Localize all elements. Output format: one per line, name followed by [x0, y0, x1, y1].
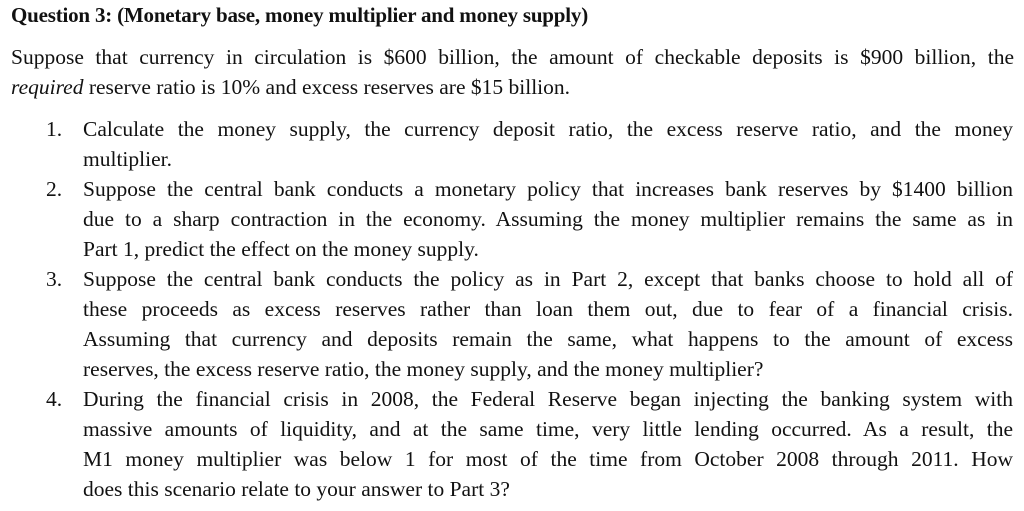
item-line: Suppose the central bank conducts a monetary policy that increases bank reserves by $1400 billion: [83, 177, 1013, 201]
question-list: [0, 114, 1024, 504]
intro-paragraph: [11, 42, 1014, 102]
list-item: [0, 264, 1024, 384]
item-line: During the financial crisis in 2008, the Federal Reserve began injecting the banking system with: [83, 387, 1013, 411]
item-number: 4.: [46, 387, 63, 411]
item-line: these proceeds as excess reserves rather than loan them out, due to fear of a financial crisis.: [83, 297, 1013, 321]
intro-line-1: Suppose that currency in circulation is $600 billion, the amount of checkable deposits is $900 billion, the: [11, 45, 1014, 69]
item-line: does this scenario relate to your answer to Part 3?: [83, 477, 510, 501]
item-line: massive amounts of liquidity, and at the same time, very little lending occurred. As a result, the: [83, 417, 1013, 441]
item-text: [83, 114, 1013, 174]
question-title: Question 3: (Monetary base, money multiplier and money supply): [11, 3, 588, 27]
intro-line-2-rest: reserve ratio is 10% and excess reserves are $15 billion.: [83, 75, 571, 99]
intro-line-2: [11, 72, 1014, 102]
item-line: Assuming that currency and deposits remain the same, what happens to the amount of excess: [83, 327, 1013, 351]
item-line: M1 money multiplier was below 1 for most of the time from October 2008 through 2011. How: [83, 447, 1013, 471]
list-item: [0, 384, 1024, 504]
item-line: due to a sharp contraction in the economy. Assuming the money multiplier remains the same as in: [83, 207, 1013, 231]
item-number: 2.: [46, 177, 63, 201]
item-line: reserves, the excess reserve ratio, the money supply, and the money multiplier?: [83, 357, 764, 381]
required-emphasis: required: [11, 75, 84, 99]
item-line: Part 1, predict the effect on the money supply.: [83, 237, 479, 261]
item-text: [83, 174, 1013, 264]
item-text: [83, 384, 1013, 504]
item-line: multiplier.: [83, 147, 172, 171]
list-item: [0, 114, 1024, 174]
item-line: Calculate the money supply, the currency deposit ratio, the excess reserve ratio, and the money: [83, 117, 1013, 141]
item-text: [83, 264, 1013, 384]
list-item: [0, 174, 1024, 264]
item-number: 3.: [46, 267, 63, 291]
item-number: 1.: [46, 117, 63, 141]
item-line: Suppose the central bank conducts the policy as in Part 2, except that banks choose to hold all of: [83, 267, 1013, 291]
